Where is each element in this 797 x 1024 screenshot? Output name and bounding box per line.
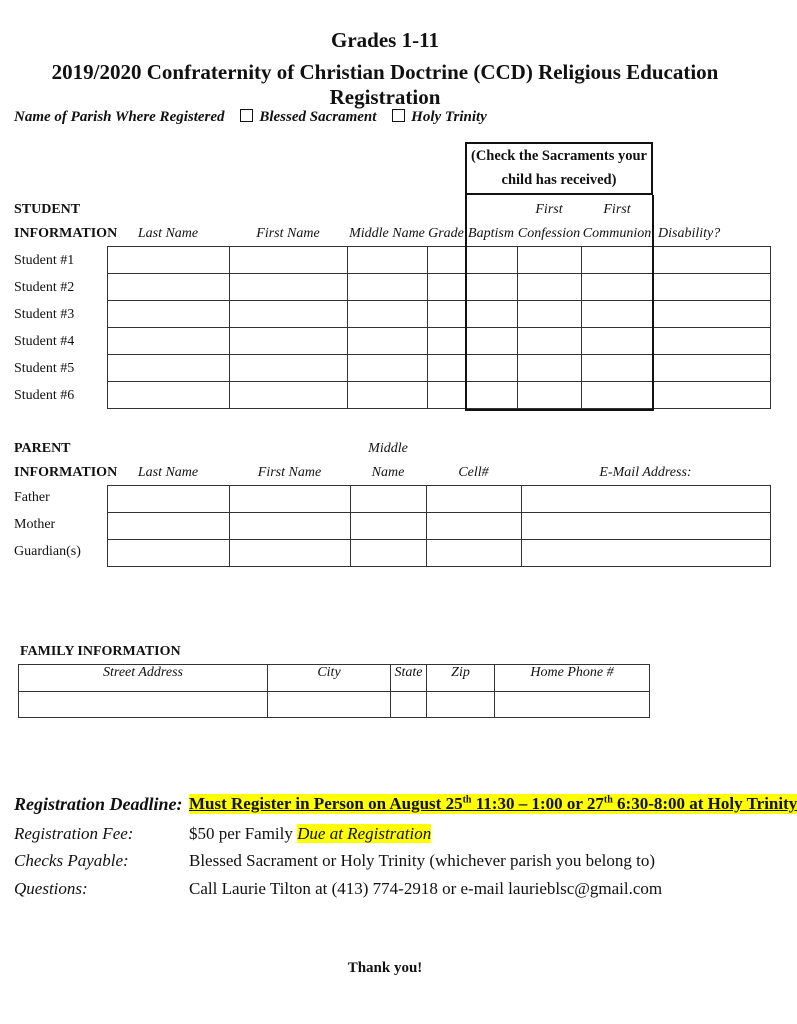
thank-you-text: Thank you! bbox=[347, 960, 423, 976]
family-input-row bbox=[19, 692, 650, 718]
parent-first-name-cell[interactable] bbox=[230, 486, 351, 513]
student-row bbox=[108, 247, 771, 274]
family-header-home-phone: Home Phone # bbox=[495, 665, 650, 692]
parent-last-name-cell[interactable] bbox=[108, 540, 230, 567]
parish-option-blessed-sacrament: Blessed Sacrament bbox=[259, 109, 377, 125]
deadline-sup-1: th bbox=[462, 794, 472, 806]
family-city-cell[interactable] bbox=[268, 692, 391, 718]
student-communion-cell[interactable] bbox=[582, 247, 654, 274]
student-communion-cell[interactable] bbox=[582, 301, 654, 328]
student-header-baptism: Baptism bbox=[468, 226, 514, 241]
student-section-label-2: INFORMATION bbox=[14, 226, 118, 241]
student-first-name-cell[interactable] bbox=[230, 328, 348, 355]
student-row bbox=[108, 355, 771, 382]
deadline-text-2: 11:30 – 1:00 or 27 bbox=[471, 794, 604, 813]
student-header-grade: Grade bbox=[428, 226, 464, 241]
student-middle-name-cell[interactable] bbox=[348, 301, 428, 328]
student-communion-cell[interactable] bbox=[582, 274, 654, 301]
parent-last-name-cell[interactable] bbox=[108, 513, 230, 540]
fee-label: Registration Fee: bbox=[14, 824, 134, 843]
parent-section-label-2: INFORMATION bbox=[14, 465, 118, 480]
parent-header-last-name: Last Name bbox=[137, 465, 199, 480]
student-header-first-name: First Name bbox=[256, 226, 320, 241]
parent-header-email: E-Mail Address: bbox=[599, 465, 692, 480]
student-baptism-cell[interactable] bbox=[466, 328, 518, 355]
student-middle-name-cell[interactable] bbox=[348, 328, 428, 355]
deadline-label: Registration Deadline: bbox=[14, 794, 183, 814]
student-header-confession: Confession bbox=[517, 226, 581, 241]
checks-value: Blessed Sacrament or Holy Trinity (whichever parish you belong to) bbox=[189, 851, 656, 870]
student-row bbox=[108, 301, 771, 328]
parent-cell-phone-cell[interactable] bbox=[427, 540, 522, 567]
parent-header-middle-name: Name bbox=[371, 465, 405, 480]
parish-label: Name of Parish Where Registered bbox=[14, 109, 225, 125]
student-grade-cell[interactable] bbox=[428, 247, 466, 274]
checkbox-blessed-sacrament[interactable] bbox=[240, 109, 253, 122]
checks-label: Checks Payable: bbox=[14, 851, 129, 870]
fee-amount: $50 per Family bbox=[189, 824, 298, 843]
student-last-name-cell[interactable] bbox=[108, 328, 230, 355]
student-row-label-6: Student #6 bbox=[14, 388, 75, 403]
parent-row bbox=[108, 540, 771, 567]
sacraments-frame-right bbox=[652, 195, 654, 411]
parent-email-cell[interactable] bbox=[522, 513, 771, 540]
student-header-last-name: Last Name bbox=[137, 226, 199, 241]
student-header-communion: Communion bbox=[582, 226, 652, 241]
student-last-name-cell[interactable] bbox=[108, 247, 230, 274]
student-communion-cell[interactable] bbox=[582, 328, 654, 355]
parent-row-label-father: Father bbox=[14, 490, 50, 505]
family-table bbox=[18, 664, 650, 718]
student-communion-cell[interactable] bbox=[582, 355, 654, 382]
parent-section-label-1: PARENT bbox=[14, 441, 71, 456]
student-disability-cell[interactable] bbox=[654, 247, 771, 274]
parent-email-cell[interactable] bbox=[522, 540, 771, 567]
form-grade-range: Grades 1-11 bbox=[331, 28, 439, 52]
family-header-state: State bbox=[391, 665, 427, 692]
student-row-label-4: Student #4 bbox=[14, 334, 75, 349]
student-middle-name-cell[interactable] bbox=[348, 355, 428, 382]
student-baptism-cell[interactable] bbox=[466, 247, 518, 274]
student-disability-cell[interactable] bbox=[654, 328, 771, 355]
deadline-value bbox=[189, 794, 797, 814]
family-zip-cell[interactable] bbox=[427, 692, 495, 718]
student-grade-cell[interactable] bbox=[428, 382, 466, 409]
student-baptism-cell[interactable] bbox=[466, 274, 518, 301]
student-row bbox=[108, 274, 771, 301]
student-row-label-1: Student #1 bbox=[14, 253, 75, 268]
student-last-name-cell[interactable] bbox=[108, 355, 230, 382]
student-row-label-3: Student #3 bbox=[14, 307, 75, 322]
student-last-name-cell[interactable] bbox=[108, 301, 230, 328]
family-state-cell[interactable] bbox=[391, 692, 427, 718]
student-confession-cell[interactable] bbox=[518, 328, 582, 355]
fee-due-highlight: Due at Registration bbox=[297, 824, 432, 843]
fee-value bbox=[189, 824, 431, 844]
student-header-communion-top: First bbox=[603, 202, 631, 217]
family-header-zip: Zip bbox=[427, 665, 495, 692]
parent-header-first-name: First Name bbox=[257, 465, 322, 480]
questions-value: Call Laurie Tilton at (413) 774-2918 or e-mail laurieblsc@gmail.com bbox=[189, 879, 663, 898]
family-header-city: City bbox=[268, 665, 391, 692]
family-home-phone-cell[interactable] bbox=[495, 692, 650, 718]
parent-first-name-cell[interactable] bbox=[230, 513, 351, 540]
parent-row bbox=[108, 486, 771, 513]
family-section-label: FAMILY INFORMATION bbox=[20, 644, 181, 659]
student-grade-cell[interactable] bbox=[428, 301, 466, 328]
student-disability-cell[interactable] bbox=[654, 301, 771, 328]
student-grade-cell[interactable] bbox=[428, 274, 466, 301]
parent-header-middle-top: Middle bbox=[368, 441, 408, 456]
student-header-middle-name: Middle Name bbox=[349, 226, 425, 241]
deadline-sup-2: th bbox=[603, 794, 613, 806]
student-grade-cell[interactable] bbox=[428, 328, 466, 355]
student-disability-cell[interactable] bbox=[654, 274, 771, 301]
student-confession-cell[interactable] bbox=[518, 382, 582, 409]
parent-last-name-cell[interactable] bbox=[108, 486, 230, 513]
parent-middle-name-cell[interactable] bbox=[351, 540, 427, 567]
parent-row-label-mother: Mother bbox=[14, 517, 56, 532]
parent-email-cell[interactable] bbox=[522, 486, 771, 513]
student-row bbox=[108, 328, 771, 355]
student-communion-cell[interactable] bbox=[582, 382, 654, 409]
parish-selection bbox=[14, 109, 487, 126]
student-section-label-1: STUDENT bbox=[14, 202, 81, 217]
student-baptism-cell[interactable] bbox=[466, 382, 518, 409]
parent-cell-phone-cell[interactable] bbox=[427, 513, 522, 540]
student-table bbox=[107, 246, 771, 409]
parent-middle-name-cell[interactable] bbox=[351, 513, 427, 540]
student-first-name-cell[interactable] bbox=[230, 274, 348, 301]
student-grade-cell[interactable] bbox=[428, 355, 466, 382]
student-row bbox=[108, 382, 771, 409]
family-header-row bbox=[19, 665, 650, 692]
student-confession-cell[interactable] bbox=[518, 274, 582, 301]
student-first-name-cell[interactable] bbox=[230, 355, 348, 382]
parish-option-holy-trinity: Holy Trinity bbox=[411, 109, 487, 125]
parent-table bbox=[107, 485, 771, 567]
checkbox-holy-trinity[interactable] bbox=[392, 109, 405, 122]
student-baptism-cell[interactable] bbox=[466, 355, 518, 382]
student-confession-cell[interactable] bbox=[518, 355, 582, 382]
parent-cell-phone-cell[interactable] bbox=[427, 486, 522, 513]
student-middle-name-cell[interactable] bbox=[348, 274, 428, 301]
student-middle-name-cell[interactable] bbox=[348, 247, 428, 274]
family-street-cell[interactable] bbox=[19, 692, 268, 718]
sacraments-note-line2: child has received) bbox=[501, 172, 617, 188]
parent-middle-name-cell[interactable] bbox=[351, 486, 427, 513]
deadline-text-1: Must Register in Person on August 25 bbox=[189, 794, 463, 813]
student-baptism-cell[interactable] bbox=[466, 301, 518, 328]
parent-first-name-cell[interactable] bbox=[230, 540, 351, 567]
sacraments-frame-left bbox=[465, 195, 467, 411]
student-first-name-cell[interactable] bbox=[230, 247, 348, 274]
deadline-text-3: 6:30-8:00 at Holy Trinity bbox=[612, 794, 797, 813]
student-middle-name-cell[interactable] bbox=[348, 382, 428, 409]
family-header-street: Street Address bbox=[19, 665, 268, 692]
student-disability-cell[interactable] bbox=[654, 382, 771, 409]
sacraments-note-box bbox=[465, 142, 653, 195]
student-disability-cell[interactable] bbox=[654, 355, 771, 382]
student-confession-cell[interactable] bbox=[518, 301, 582, 328]
parent-row bbox=[108, 513, 771, 540]
sacraments-note-line1: (Check the Sacraments your bbox=[471, 148, 647, 164]
student-first-name-cell[interactable] bbox=[230, 301, 348, 328]
parent-header-cell: Cell# bbox=[458, 465, 489, 480]
student-last-name-cell[interactable] bbox=[108, 382, 230, 409]
form-title: 2019/2020 Confraternity of Christian Doctrine (CCD) Religious Education Registration bbox=[51, 60, 719, 109]
student-header-disability: Disability? bbox=[658, 226, 721, 241]
sacraments-frame-bottom bbox=[465, 409, 654, 411]
student-last-name-cell[interactable] bbox=[108, 274, 230, 301]
student-header-confession-top: First bbox=[535, 202, 563, 217]
questions-label: Questions: bbox=[14, 879, 88, 898]
student-row-label-5: Student #5 bbox=[14, 361, 75, 376]
parent-row-label-guardian: Guardian(s) bbox=[14, 544, 81, 559]
student-confession-cell[interactable] bbox=[518, 247, 582, 274]
student-row-label-2: Student #2 bbox=[14, 280, 75, 295]
student-first-name-cell[interactable] bbox=[230, 382, 348, 409]
